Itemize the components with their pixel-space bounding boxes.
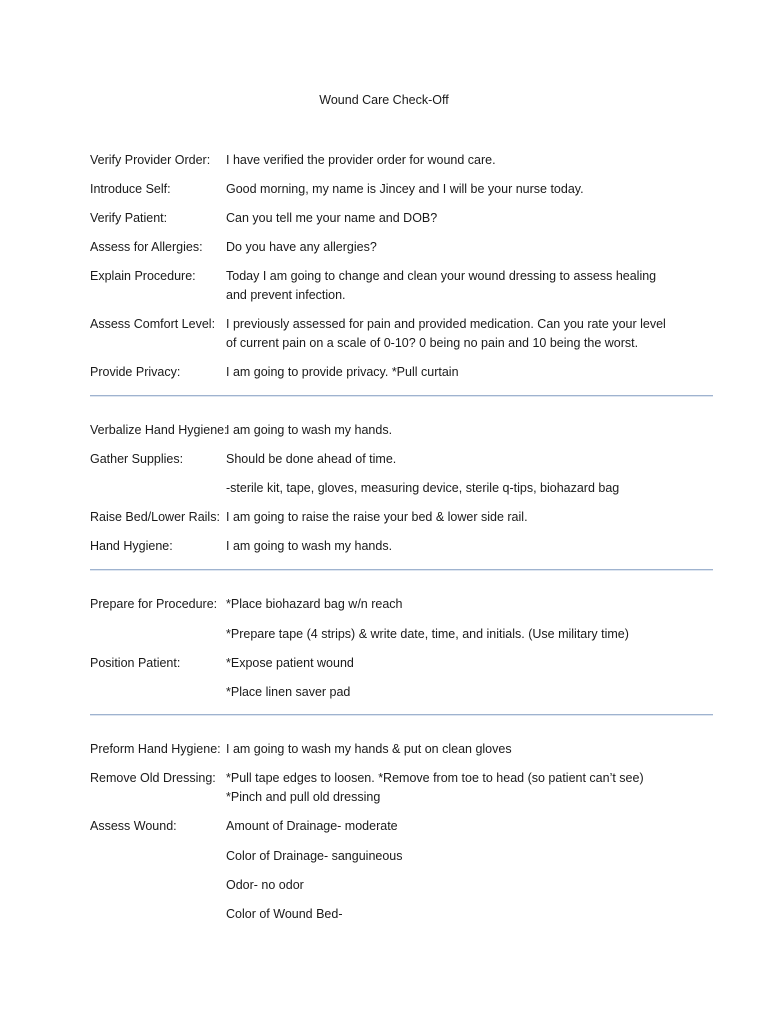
label-raise-bed: Raise Bed/Lower Rails: <box>90 510 220 524</box>
label-preform-hand-hygiene: Preform Hand Hygiene: <box>90 742 221 756</box>
value-introduce-self: Good morning, my name is Jincey and I will be your nurse today. <box>226 182 584 196</box>
label-gather-supplies: Gather Supplies: <box>90 452 184 466</box>
value-provide-privacy: I am going to provide privacy. *Pull curtain <box>226 365 459 379</box>
value-verify-patient: Can you tell me your name and DOB? <box>226 211 438 225</box>
label-introduce-self: Introduce Self: <box>90 182 171 196</box>
section-divider-2 <box>90 569 713 571</box>
label-prepare-procedure: Prepare for Procedure: <box>90 597 218 611</box>
value-assess-allergies: Do you have any allergies? <box>226 240 377 254</box>
value-linen-saver: *Place linen saver pad <box>226 685 351 699</box>
remove-dressing-line-2: *Pinch and pull old dressing <box>226 790 381 804</box>
label-remove-old-dressing: Remove Old Dressing: <box>90 771 216 785</box>
label-verify-patient: Verify Patient: <box>90 211 168 225</box>
value-drainage-amount: Amount of Drainage- moderate <box>226 819 398 833</box>
remove-dressing-line-1: *Pull tape edges to loosen. *Remove from toe to head (so patient can’t see) <box>226 771 644 785</box>
value-preform-hand-hygiene: I am going to wash my hands & put on clean gloves <box>226 742 512 756</box>
value-drainage-color: Color of Drainage- sanguineous <box>226 849 403 863</box>
value-position-patient: *Expose patient wound <box>226 656 354 670</box>
label-verify-provider-order: Verify Provider Order: <box>90 153 211 167</box>
assess-comfort-line-1: I previously assessed for pain and provided medication. Can you rate your level <box>226 317 666 331</box>
value-verbalize-hand-hygiene: I am going to wash my hands. <box>226 423 393 437</box>
section-divider-3 <box>90 714 713 716</box>
value-explain-procedure <box>226 267 686 305</box>
value-supplies-list: -sterile kit, tape, gloves, measuring device, sterile q-tips, biohazard bag <box>226 481 620 495</box>
document-title: Wound Care Check-Off <box>319 93 449 107</box>
label-assess-wound: Assess Wound: <box>90 819 177 833</box>
value-prepare-procedure: *Place biohazard bag w/n reach <box>226 597 403 611</box>
value-raise-bed: I am going to raise the raise your bed & lower side rail. <box>226 510 528 524</box>
label-position-patient: Position Patient: <box>90 656 181 670</box>
explain-procedure-line-2: and prevent infection. <box>226 288 346 302</box>
value-assess-comfort-level <box>226 315 686 353</box>
value-prepare-tape: *Prepare tape (4 strips) & write date, time, and initials. (Use military time) <box>226 627 629 641</box>
label-explain-procedure: Explain Procedure: <box>90 269 196 283</box>
explain-procedure-line-1: Today I am going to change and clean your wound dressing to assess healing <box>226 269 657 283</box>
value-hand-hygiene: I am going to wash my hands. <box>226 539 393 553</box>
value-odor: Odor- no odor <box>226 878 304 892</box>
label-assess-allergies: Assess for Allergies: <box>90 240 203 254</box>
label-hand-hygiene: Hand Hygiene: <box>90 539 173 553</box>
value-gather-supplies: Should be done ahead of time. <box>226 452 397 466</box>
section-divider-1 <box>90 395 713 397</box>
value-wound-bed-color: Color of Wound Bed- <box>226 907 343 921</box>
label-verbalize-hand-hygiene: Verbalize Hand Hygiene: <box>90 423 228 437</box>
assess-comfort-line-2: of current pain on a scale of 0-10? 0 being no pain and 10 being the worst. <box>226 336 639 350</box>
label-assess-comfort-level: Assess Comfort Level: <box>90 317 216 331</box>
value-verify-provider-order: I have verified the provider order for wound care. <box>226 153 496 167</box>
label-provide-privacy: Provide Privacy: <box>90 365 181 379</box>
value-remove-old-dressing <box>226 769 686 807</box>
